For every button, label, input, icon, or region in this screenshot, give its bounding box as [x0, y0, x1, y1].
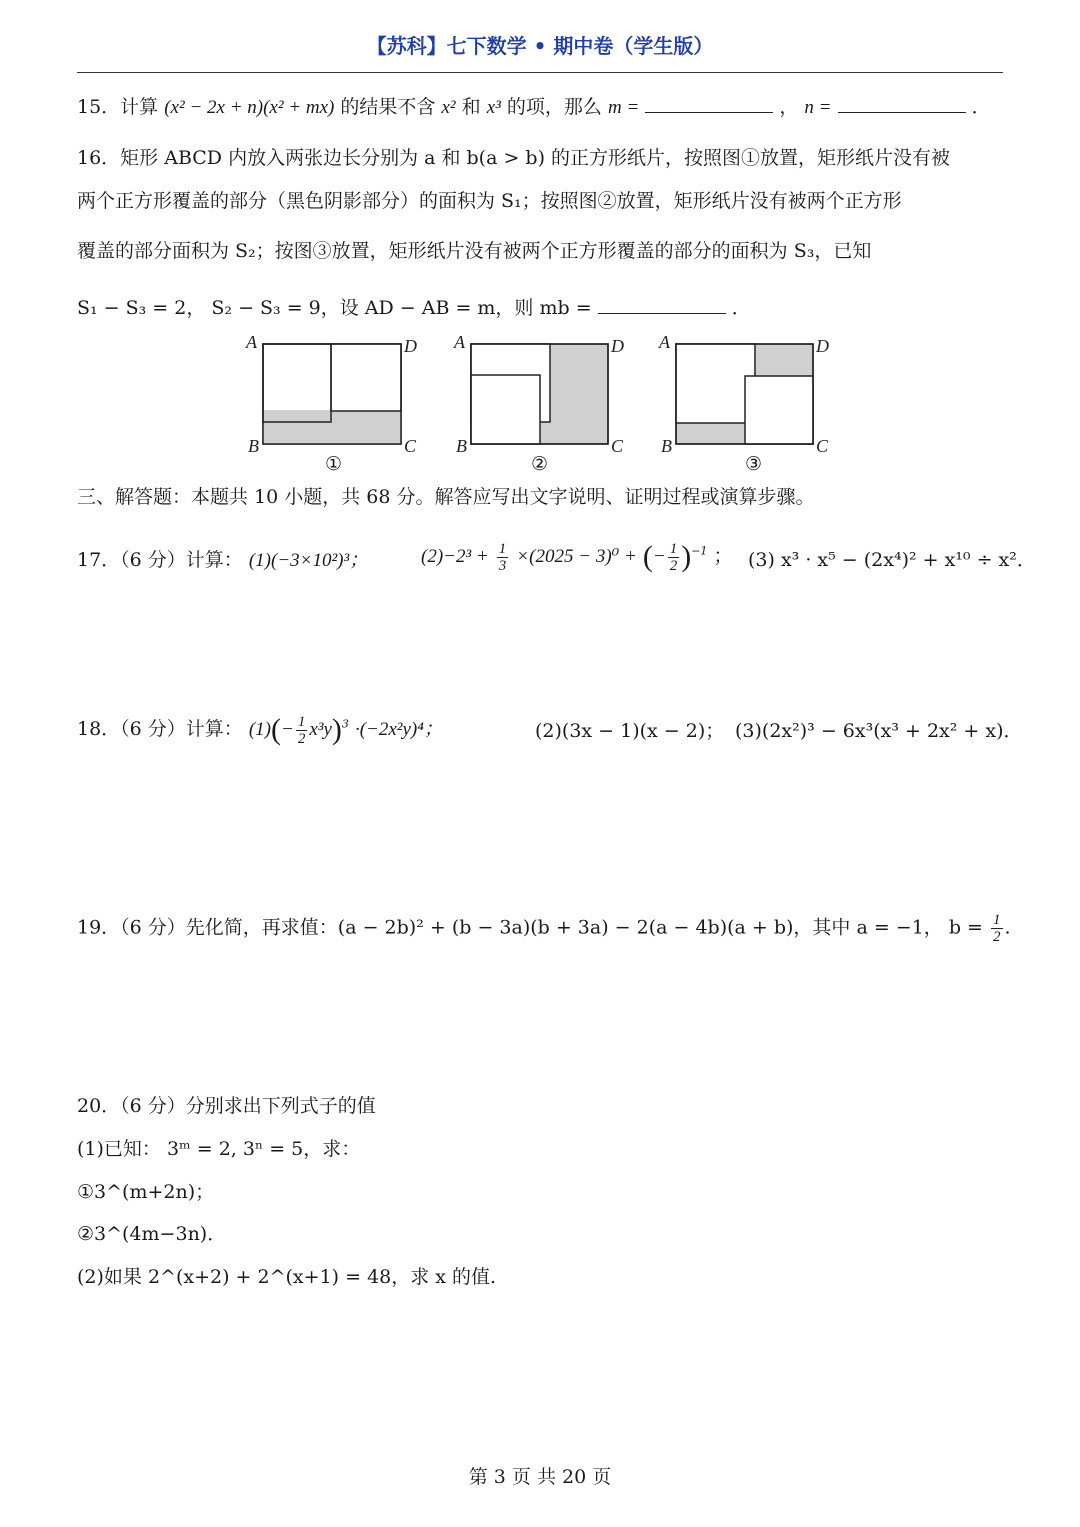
- figure-1-shaded-region: [263, 410, 401, 444]
- q19-fraction: $\frac{1}{2}$: [993, 912, 1001, 945]
- figure-1-label-a: A: [246, 332, 257, 352]
- q17-part-2a: (2)−2³ +: [421, 546, 489, 567]
- q16-line-2: 两个正方形覆盖的部分（黑色阴影部分）的面积为 S₁；按照图②放置，矩形纸片没有被两个正方形: [77, 190, 902, 212]
- q18-part-1c: ·(−2x²y)⁴；: [354, 719, 443, 740]
- q15-x3: x³: [486, 97, 501, 118]
- figure-3-label-b: B: [661, 436, 672, 455]
- q18-part-1b: x³y: [309, 719, 332, 740]
- figure-1-label-d: D: [404, 336, 417, 356]
- q16-end: ．: [731, 297, 751, 319]
- q15-end: ．: [971, 96, 991, 118]
- q20-part-1b: ②3^(4m−3n)．: [77, 1223, 227, 1245]
- q17-part-1: (1)(−3×10²)³；: [248, 550, 369, 571]
- figure-3-number: ③: [745, 453, 763, 475]
- q15-comma: ，: [779, 96, 799, 118]
- question-17: [77, 545, 368, 572]
- q19-text: 19．（6 分）先化简，再求值：(a − 2b)² + (b − 3a)(b + 3a) − 2(a − 4b)(a + b)，其中 a = −1， b =: [77, 916, 983, 939]
- q15-number: 15．计算: [77, 96, 159, 118]
- q18-part-1a: (1): [248, 719, 272, 740]
- q17-part-2b: ×(2025 − 3)⁰ +: [516, 546, 637, 567]
- figure-3-label-d: D: [816, 336, 829, 356]
- q15-m-answer-blank[interactable]: [645, 94, 773, 113]
- q20-part-2: (2)如果 2^(x+2) + 2^(x+1) = 48，求 x 的值.: [77, 1266, 497, 1288]
- q17-part-2c: ；: [713, 545, 733, 567]
- figure-1: [240, 330, 430, 460]
- figure-3-label-a: A: [659, 332, 670, 352]
- q17-part-2: (2)−2³ + $\frac{1}{3}$ ×(2025 − 3)⁰ + (− $\frac{1}{2}$ )$^{-1}$ ；: [421, 540, 733, 574]
- figure-1-number: ①: [325, 453, 343, 475]
- q17-number: 17．（6 分）计算：: [77, 549, 243, 571]
- q16-line-4: [77, 293, 751, 320]
- q20-part-1: (1)已知： 3ᵐ = 2, 3ⁿ = 5，求：: [77, 1138, 361, 1160]
- question-18: 18．（6 分）计算： (1)(− $\frac{1}{2}$ x³y)$^3$ ·(−2x²y)⁴；: [77, 713, 443, 747]
- q20-part-1a: ①3^(m+2n)；: [77, 1181, 215, 1203]
- q15-tail: 的项，那么: [506, 96, 602, 118]
- header-rule: [77, 72, 1003, 73]
- figure-2-number: ②: [531, 453, 549, 475]
- q17-fraction-1: $\frac{1}{3}$: [498, 540, 507, 574]
- q15-n-label: n =: [804, 97, 832, 118]
- figure-2-label-d: D: [611, 336, 624, 356]
- q18-number: 18．（6 分）计算：: [77, 718, 243, 740]
- q17-part-3: (3) x³ · x⁵ − (2x⁴)² + x¹⁰ ÷ x²．: [748, 549, 1036, 571]
- q16-condition: S₁ − S₃ = 2， S₂ − S₃ = 9，设 AD − AB = m，则 mb =: [77, 297, 592, 319]
- figure-2: [450, 330, 640, 460]
- figure-3-label-c: C: [816, 436, 829, 455]
- q15-expression: (x² − 2x + n)(x² + mx): [164, 97, 335, 118]
- q16-answer-blank[interactable]: [598, 295, 726, 314]
- question-15: [77, 92, 991, 119]
- q15-m-label: m =: [607, 97, 640, 118]
- q18-fraction: $\frac{1}{2}$: [297, 713, 306, 747]
- figure-2-label-c: C: [611, 436, 624, 455]
- figure-1-label-c: C: [404, 436, 417, 455]
- q17-fraction-2: $\frac{1}{2}$: [669, 540, 678, 574]
- q15-text-mid: 的结果不含: [340, 96, 436, 118]
- q18-part-2: (2)(3x − 1)(x − 2)；: [535, 720, 725, 742]
- q16-line-3: 覆盖的部分面积为 S₂；按图③放置，矩形纸片没有被两个正方形覆盖的部分的面积为 S₃，已知: [77, 240, 872, 262]
- figure-3: [655, 330, 845, 460]
- q15-and: 和: [461, 96, 481, 118]
- q15-x2: x²: [441, 97, 456, 118]
- q16-line-1: 16．矩形 ABCD 内放入两张边长分别为 a 和 b(a > b) 的正方形纸片，按照图①放置，矩形纸片没有被: [77, 147, 951, 169]
- q18-part-3: (3)(2x²)³ − 6x³(x³ + 2x² + x)．: [735, 720, 1023, 742]
- page-header-title: 【苏科】七下数学 • 期中卷（学生版）: [366, 34, 714, 58]
- q15-n-answer-blank[interactable]: [838, 94, 966, 113]
- question-19: 19．（6 分）先化简，再求值：(a − 2b)² + (b − 3a)(b + 3a) − 2(a − 4b)(a + b)，其中 a = −1， b = $\frac{1}{2}$ .: [77, 912, 1011, 945]
- page-footer: 第 3 页 共 20 页: [468, 1466, 612, 1488]
- q20-title: 20．（6 分）分别求出下列式子的值: [77, 1095, 376, 1117]
- section-3-heading: 三、解答题：本题共 10 小题，共 68 分。解答应写出文字说明、证明过程或演算步骤。: [77, 486, 815, 508]
- figure-1-label-b: B: [248, 436, 259, 455]
- figure-2-label-a: A: [454, 332, 465, 352]
- figure-2-label-b: B: [456, 436, 467, 455]
